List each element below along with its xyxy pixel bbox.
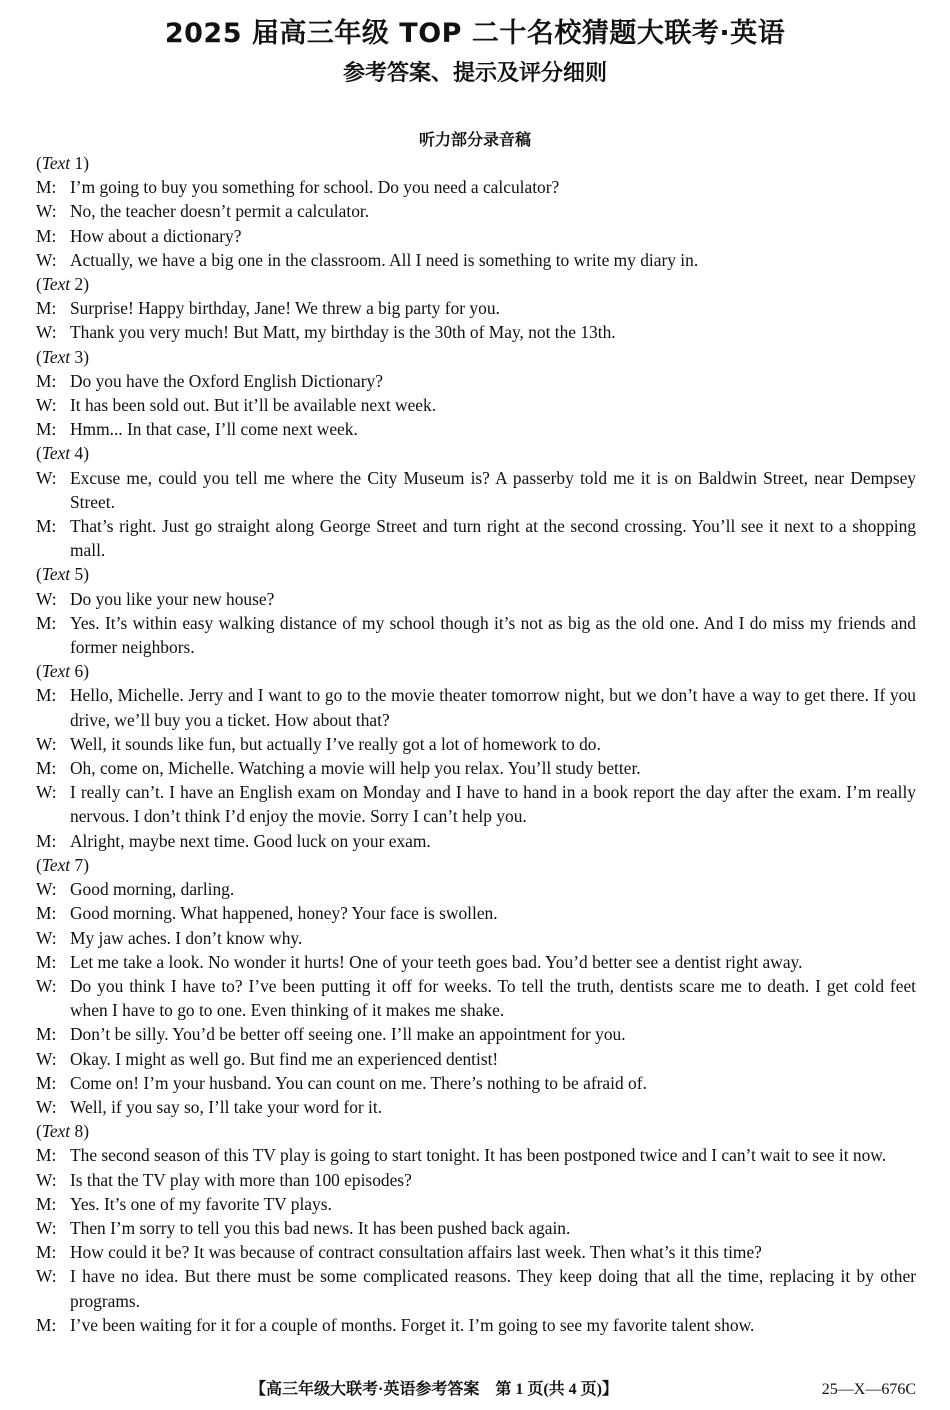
speaker-label: M: (36, 225, 57, 246)
dialogue-text: I’ve been waiting for it for a couple of months. Forget it. I’m going to see my favorite talent show. (70, 1314, 755, 1335)
text-label-word: Text (41, 1121, 71, 1142)
document-title: 2025 届高三年级 TOP 二十名校猜题大联考·英语 (164, 18, 786, 49)
text-label-number: 1) (70, 153, 89, 173)
dialogue-line (36, 199, 916, 223)
dialogue-text: Is that the TV play with more than 100 episodes? (70, 1169, 412, 1190)
dialogue-line (36, 901, 916, 925)
speaker-label: W: (36, 1048, 57, 1069)
text-label-number: 4) (70, 443, 89, 464)
dialogue-text: Alright, maybe next time. Good luck on your exam. (70, 830, 431, 851)
dialogue-text: How could it be? It was because of contract consultation affairs last week. Then what’s it this time? (70, 1242, 762, 1263)
dialogue-text: The second season of this TV play is going to start tonight. It has been postponed twice and I can’t wait to see it now. (70, 1145, 887, 1166)
text-label-word: Text (41, 153, 71, 173)
dialogue-text: Hello, Michelle. Jerry and I want to go to the movie theater tomorrow night, but we don’t have a way to get there. If you drive, we’ll buy you a ticket. How about that? (70, 685, 916, 730)
dialogue-text: Excuse me, could you tell me where the City Museum is? A passerby told me it is on Baldwin Street, near Dempsey Street. (70, 467, 916, 512)
speaker-label: W: (36, 467, 57, 488)
speaker-label: M: (36, 419, 57, 440)
dialogue-line (36, 974, 916, 1022)
text-label-open: ( (36, 153, 42, 173)
text-label-word: Text (41, 854, 71, 875)
text-label-open: ( (36, 346, 42, 367)
text-label-open: ( (36, 564, 42, 585)
speaker-label: W: (36, 1169, 57, 1190)
speaker-label: W: (36, 927, 57, 948)
dialogue-line (36, 369, 916, 393)
speaker-label: W: (36, 1217, 57, 1238)
dialogue-text: Oh, come on, Michelle. Watching a movie will help you relax. You’ll study better. (70, 758, 641, 779)
listening-transcript (36, 151, 916, 1337)
speaker-label: M: (36, 370, 57, 391)
dialogue-text: Actually, we have a big one in the classroom. All I need is something to write my diary in. (70, 249, 699, 270)
dialogue-text: Okay. I might as well go. But find me an experienced dentist! (70, 1048, 499, 1069)
text-label (36, 659, 916, 683)
dialogue-text: Well, it sounds like fun, but actually I’ve really got a lot of homework to do. (70, 733, 601, 754)
dialogue-line (36, 780, 916, 828)
dialogue-line (36, 175, 916, 199)
dialogue-text: Good morning, darling. (70, 879, 235, 900)
dialogue-line (36, 466, 916, 514)
dialogue-line (36, 320, 916, 344)
text-label-open: ( (36, 443, 42, 464)
dialogue-line (36, 1168, 916, 1192)
speaker-label: W: (36, 395, 57, 416)
speaker-label: W: (36, 249, 57, 270)
page-footer (0, 1378, 950, 1402)
dialogue-line (36, 1071, 916, 1095)
text-label (36, 345, 916, 369)
dialogue-text: Good morning. What happened, honey? Your face is swollen. (70, 903, 498, 924)
speaker-label: M: (36, 612, 57, 633)
speaker-label: M: (36, 177, 57, 198)
dialogue-text: Thank you very much! But Matt, my birthday is the 30th of May, not the 13th. (70, 322, 616, 343)
text-label-number: 5) (70, 564, 89, 585)
text-label (36, 151, 916, 175)
dialogue-line (36, 829, 916, 853)
text-label-number: 8) (70, 1121, 89, 1142)
dialogue-text: No, the teacher doesn’t permit a calculator. (70, 201, 370, 222)
dialogue-line (36, 1264, 916, 1312)
document-subtitle: 参考答案、提示及评分细则 (342, 61, 607, 86)
speaker-label: W: (36, 879, 57, 900)
dialogue-line (36, 611, 916, 659)
text-label (36, 853, 916, 877)
text-label-word: Text (41, 661, 71, 682)
dialogue-line (36, 393, 916, 417)
dialogue-line (36, 1143, 916, 1167)
dialogue-line (36, 224, 916, 248)
dialogue-text: Come on! I’m your husband. You can count on me. There’s nothing to be afraid of. (70, 1072, 647, 1093)
dialogue-text: Do you like your new house? (70, 588, 275, 609)
dialogue-text: I really can’t. I have an English exam on Monday and I have to hand in a book report the day after the exam. I’m really nervous. I don’t think I’d enjoy the movie. Sorry I can’t help you. (70, 782, 916, 827)
text-label-word: Text (41, 443, 71, 464)
speaker-label: W: (36, 782, 57, 803)
speaker-label: W: (36, 588, 57, 609)
dialogue-line (36, 1216, 916, 1240)
speaker-label: M: (36, 903, 57, 924)
text-label-open: ( (36, 661, 42, 682)
text-label-number: 7) (70, 854, 89, 875)
dialogue-text: It has been sold out. But it’ll be available next week. (70, 395, 437, 416)
dialogue-line (36, 732, 916, 756)
dialogue-text: Let me take a look. No wonder it hurts! One of your teeth goes bad. You’d better see a dentist right away. (70, 951, 803, 972)
speaker-label: M: (36, 951, 57, 972)
text-label (36, 441, 916, 465)
text-label-number: 6) (70, 661, 89, 682)
speaker-label: M: (36, 1024, 57, 1045)
text-label (36, 272, 916, 296)
speaker-label: W: (36, 201, 57, 222)
text-label (36, 1119, 916, 1143)
text-label-number: 3) (70, 346, 89, 367)
footer-document-code: 25—X—676C (821, 1381, 916, 1398)
speaker-label: W: (36, 975, 57, 996)
dialogue-text: Do you think I have to? I’ve been putting it off for weeks. To tell the truth, dentists scare me to death. I get cold feet when I have to go to one. Even thinking of it makes me shake. (70, 975, 916, 1021)
speaker-label: M: (36, 758, 57, 779)
speaker-label: M: (36, 830, 57, 851)
section-title: 听力部分录音稿 (418, 130, 531, 149)
text-label-word: Text (41, 346, 71, 367)
speaker-label: M: (36, 1242, 57, 1263)
speaker-label: W: (36, 1266, 57, 1287)
speaker-label: M: (36, 1072, 57, 1093)
text-label-word: Text (41, 564, 71, 585)
dialogue-line (36, 296, 916, 320)
dialogue-line (36, 950, 916, 974)
dialogue-line (36, 248, 916, 272)
dialogue-text: How about a dictionary? (70, 225, 242, 246)
speaker-label: M: (36, 1193, 57, 1214)
dialogue-line (36, 1313, 916, 1337)
dialogue-text: Yes. It’s within easy walking distance of my school though it’s not as big as the old one. And I do miss my friends and former neighbors. (70, 612, 916, 658)
dialogue-text: Hmm... In that case, I’ll come next week. (70, 419, 358, 440)
dialogue-line (36, 756, 916, 780)
dialogue-text: My jaw aches. I don’t know why. (70, 927, 303, 948)
speaker-label: M: (36, 298, 57, 319)
text-label-open: ( (36, 1121, 42, 1142)
dialogue-line (36, 1192, 916, 1216)
dialogue-line (36, 683, 916, 731)
dialogue-text: Well, if you say so, I’ll take your word for it. (70, 1096, 383, 1117)
dialogue-line (36, 877, 916, 901)
text-label-open: ( (36, 854, 42, 875)
dialogue-line (36, 1240, 916, 1264)
speaker-label: W: (36, 322, 57, 343)
dialogue-line (36, 514, 916, 562)
speaker-label: W: (36, 1096, 57, 1117)
dialogue-text: I have no idea. But there must be some complicated reasons. They keep doing that all the time, replacing it by other programs. (70, 1266, 916, 1311)
dialogue-text: Yes. It’s one of my favorite TV plays. (70, 1193, 332, 1214)
dialogue-line (36, 1047, 916, 1071)
dialogue-text: I’m going to buy you something for school. Do you need a calculator? (70, 177, 560, 198)
dialogue-text: That’s right. Just go straight along George Street and turn right at the second crossing. You’ll see it next to a shopping mall. (70, 516, 916, 561)
dialogue-text: Don’t be silly. You’d be better off seeing one. I’ll make an appointment for you. (70, 1024, 626, 1045)
text-label-number: 2) (70, 274, 89, 295)
speaker-label: M: (36, 516, 57, 537)
dialogue-text: Surprise! Happy birthday, Jane! We threw a big party for you. (70, 298, 500, 319)
dialogue-line (36, 587, 916, 611)
dialogue-line (36, 1095, 916, 1119)
text-label-word: Text (41, 274, 71, 295)
dialogue-text: Then I’m sorry to tell you this bad news. It has been pushed back again. (70, 1217, 571, 1238)
speaker-label: M: (36, 1314, 57, 1335)
footer-page-label: 【高三年级大联考·英语参考答案 第 1 页(共 4 页)】 (250, 1381, 618, 1398)
text-label-open: ( (36, 274, 42, 295)
text-label (36, 562, 916, 586)
dialogue-text: Do you have the Oxford English Dictionary? (70, 370, 383, 391)
speaker-label: W: (36, 733, 57, 754)
dialogue-line (36, 926, 916, 950)
speaker-label: M: (36, 685, 57, 706)
speaker-label: M: (36, 1145, 57, 1166)
dialogue-line (36, 417, 916, 441)
dialogue-line (36, 1022, 916, 1046)
